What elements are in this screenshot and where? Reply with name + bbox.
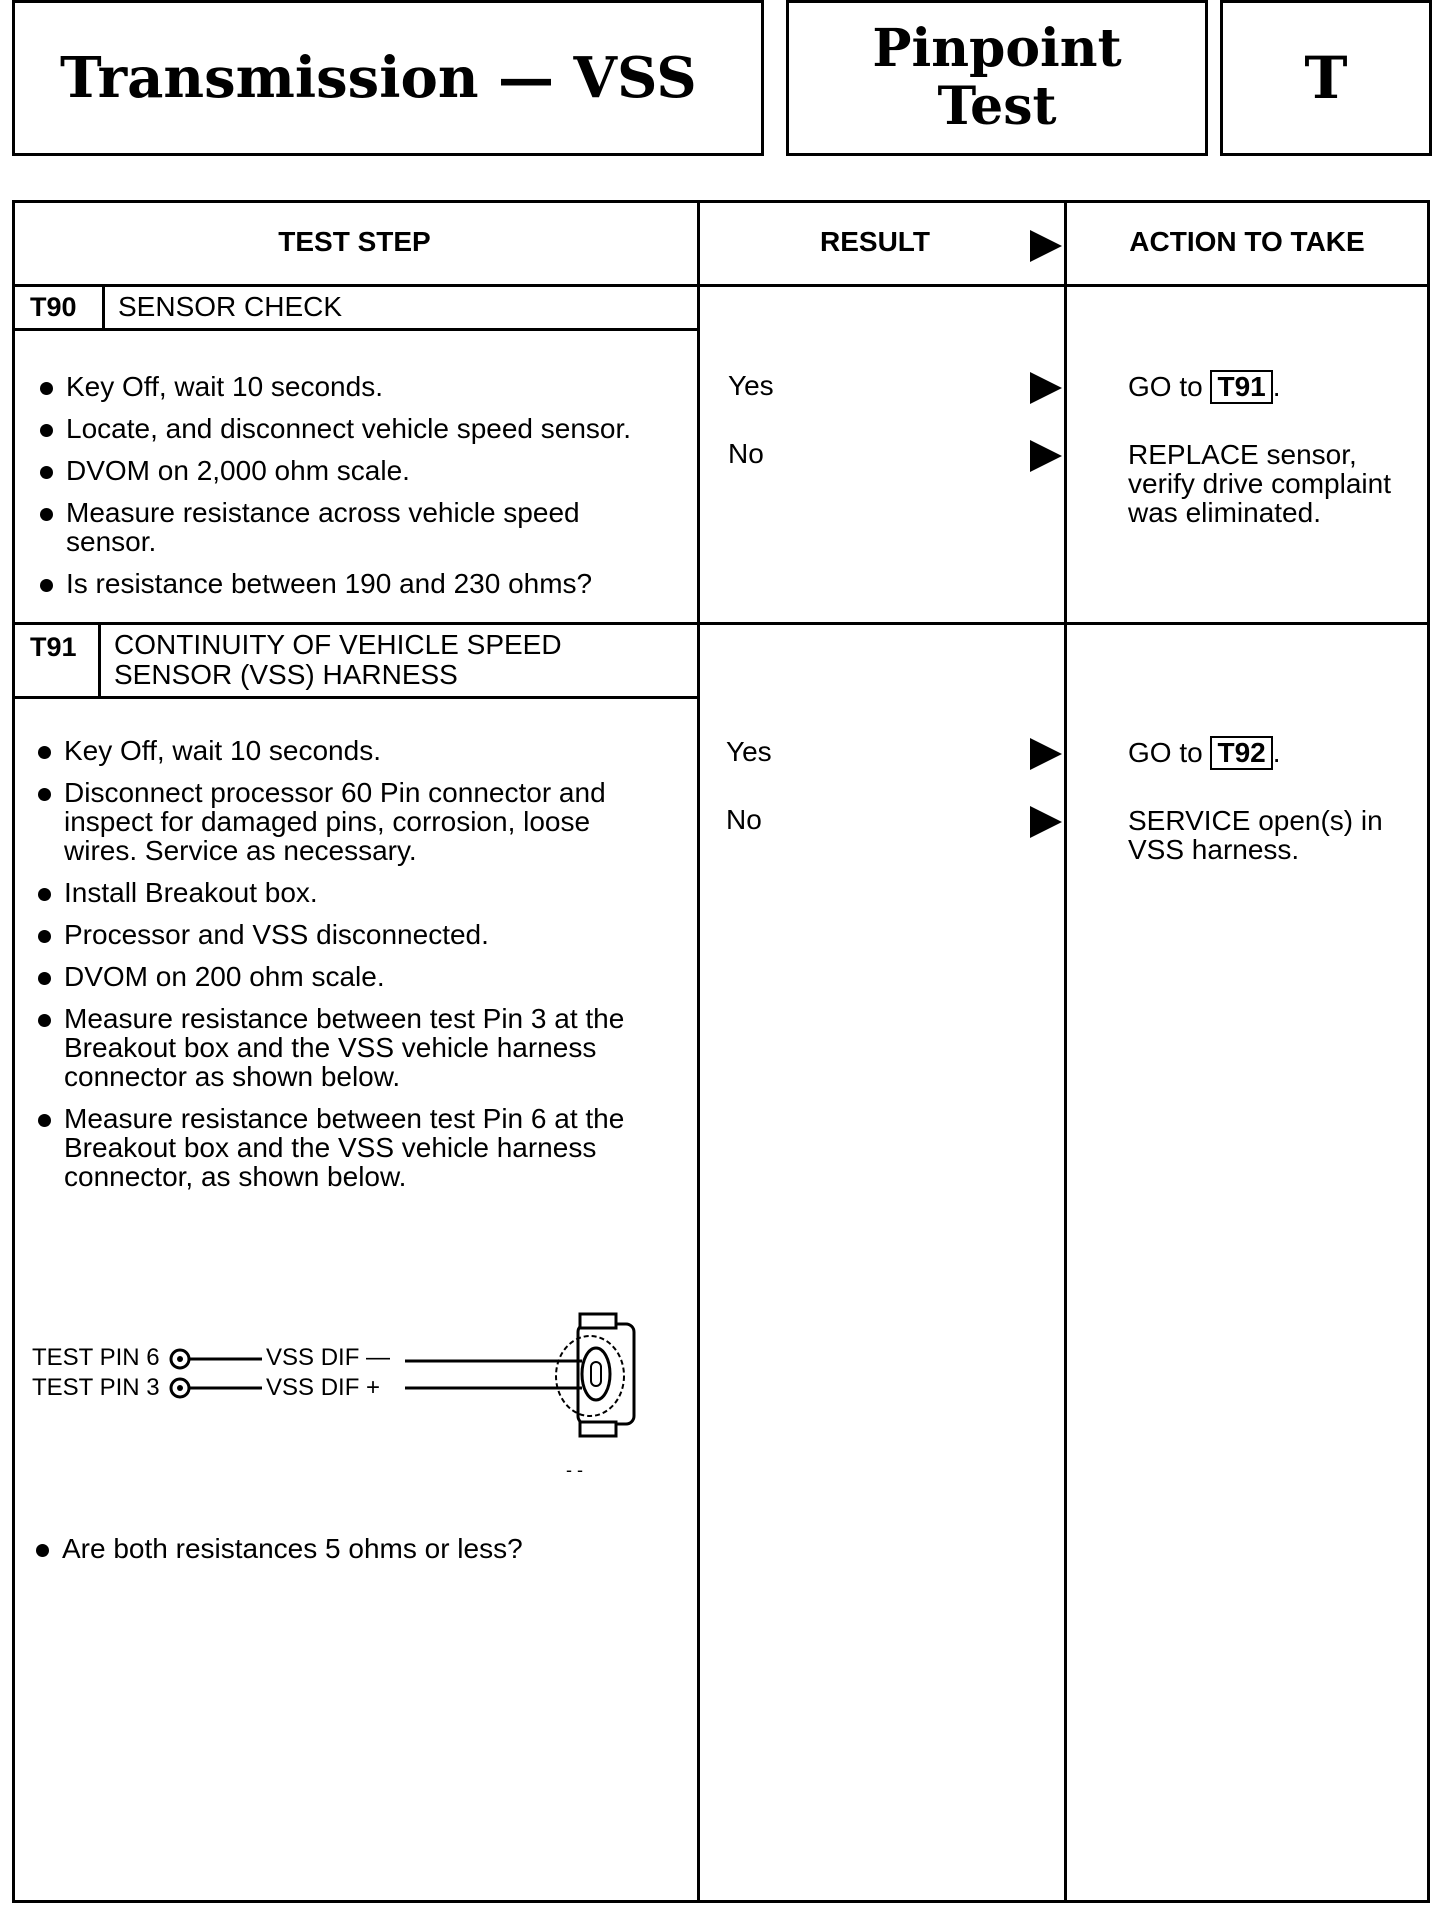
list-item: DVOM on 2,000 ohm scale. bbox=[36, 456, 676, 485]
action-yes bbox=[1128, 370, 1281, 404]
test-pin6-terminal-icon bbox=[171, 1350, 189, 1368]
result-no: No bbox=[728, 438, 764, 469]
arrow-icon bbox=[1030, 806, 1062, 838]
pinpoint-line1: Pinpoint bbox=[872, 18, 1122, 79]
diagram-footnote: - - bbox=[566, 1460, 583, 1480]
t91-bullet-list bbox=[34, 736, 674, 1191]
step-ref-t91[interactable]: T91 bbox=[1210, 370, 1272, 404]
t90-bullet-list bbox=[36, 372, 676, 598]
t90-id-divider bbox=[102, 284, 105, 330]
t90-title-divider bbox=[12, 328, 697, 331]
step-id: T90 bbox=[30, 292, 77, 322]
t91-title-divider bbox=[12, 696, 697, 699]
step-title-line1: CONTINUITY OF VEHICLE SPEED bbox=[114, 629, 562, 660]
step-title-line2: SENSOR (VSS) HARNESS bbox=[114, 659, 458, 690]
col-action: ACTION TO TAKE bbox=[1129, 226, 1365, 257]
list-item: Install Breakout box. bbox=[34, 878, 674, 907]
list-item: DVOM on 200 ohm scale. bbox=[34, 962, 674, 991]
arrow-icon bbox=[1030, 440, 1062, 472]
arrow-icon bbox=[1030, 372, 1062, 404]
list-item: Key Off, wait 10 seconds. bbox=[36, 372, 676, 401]
action-suffix: . bbox=[1272, 737, 1281, 768]
vss-connector-icon bbox=[555, 1314, 634, 1436]
pinpoint-test-label bbox=[788, 2, 1206, 154]
action-prefix: GO to bbox=[1128, 371, 1203, 402]
test-pin3-terminal-icon bbox=[171, 1379, 189, 1397]
action-suffix: . bbox=[1272, 371, 1281, 402]
result-no: No bbox=[726, 804, 762, 835]
step-title: SENSOR CHECK bbox=[118, 291, 343, 322]
test-letter: T bbox=[1304, 44, 1348, 112]
column-divider-action bbox=[1064, 200, 1067, 1903]
list-item: Locate, and disconnect vehicle speed sensor. bbox=[36, 414, 676, 443]
list-item: Measure resistance between test Pin 3 at the Breakout box and the VSS vehicle harness connector as shown below. bbox=[34, 1004, 654, 1091]
column-divider-result bbox=[697, 200, 700, 1903]
t91-final-question bbox=[32, 1534, 672, 1563]
step-title bbox=[114, 630, 562, 690]
vss-wiring-diagram bbox=[160, 1310, 660, 1440]
list-item: Measure resistance between test Pin 6 at the Breakout box and the VSS vehicle harness connector, as shown below. bbox=[34, 1104, 654, 1191]
step-ref-t92[interactable]: T92 bbox=[1210, 736, 1272, 770]
arrow-icon bbox=[1030, 738, 1062, 770]
list-item: Key Off, wait 10 seconds. bbox=[34, 736, 674, 765]
arrow-icon bbox=[1030, 230, 1062, 262]
header-row-divider bbox=[12, 284, 1430, 287]
signal-plus-label: VSS DIF + bbox=[266, 1374, 381, 1401]
list-item: Are both resistances 5 ohms or less? bbox=[32, 1534, 672, 1563]
test-pin3-label: TEST PIN 3 bbox=[32, 1374, 160, 1401]
col-result: RESULT bbox=[820, 226, 930, 257]
step-divider bbox=[12, 622, 1430, 625]
step-id: T91 bbox=[30, 632, 77, 662]
list-item: Is resistance between 190 and 230 ohms? bbox=[36, 569, 676, 598]
test-pin6-label: TEST PIN 6 bbox=[32, 1344, 160, 1371]
t91-id-divider bbox=[98, 622, 101, 698]
action-yes bbox=[1128, 736, 1281, 770]
col-test-step: TEST STEP bbox=[278, 226, 431, 257]
action-no: REPLACE sensor, verify drive complaint was eliminated. bbox=[1128, 439, 1391, 528]
pinpoint-line2: Test bbox=[937, 76, 1057, 137]
list-item: Processor and VSS disconnected. bbox=[34, 920, 674, 949]
list-item: Disconnect processor 60 Pin connector and inspect for damaged pins, corrosion, loose wires. Service as necessary. bbox=[34, 778, 654, 865]
action-prefix: GO to bbox=[1128, 737, 1203, 768]
page-title: Transmission — VSS bbox=[60, 45, 697, 111]
result-yes: Yes bbox=[726, 736, 772, 767]
result-yes: Yes bbox=[728, 370, 774, 401]
action-no: SERVICE open(s) in VSS harness. bbox=[1128, 805, 1383, 865]
list-item: Measure resistance across vehicle speed sensor. bbox=[36, 498, 606, 556]
signal-minus-label: VSS DIF — bbox=[266, 1344, 391, 1371]
